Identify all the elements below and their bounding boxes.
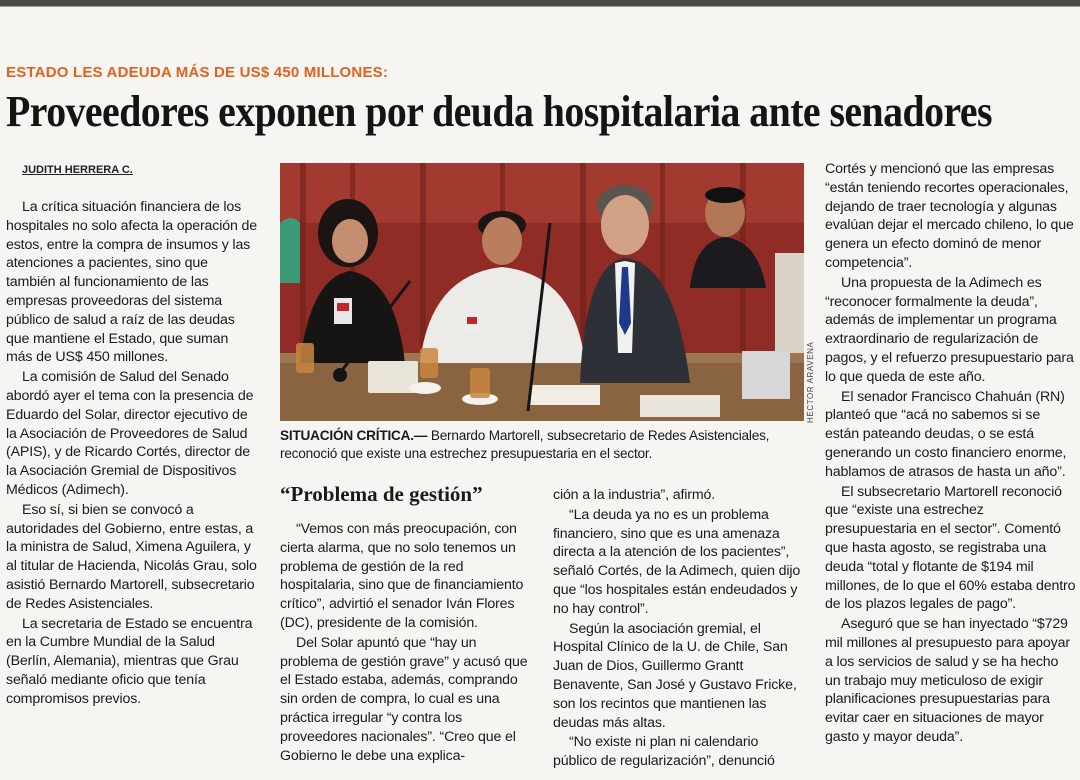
column-4	[825, 160, 1077, 748]
paragraph: Aseguró que se han inyectado “$729 mil millones al presupuesto para apoyar a los servicios de salud y se ha hecho un trabajo muy meticuloso de exigir planificaciones presupuestarias para evitar caer en situaciones de mayor gasto y mayor deuda”.	[825, 616, 1070, 745]
column-2	[280, 520, 532, 766]
paragraph: Eso sí, si bien se convocó a autoridades del Gobierno, entre estas, a la ministra de Salud, Ximena Aguilera, y al titular de Hacienda, Nicolás Grau, solo asistió Bernardo Martorell, subsecretario de Redes Asistenciales.	[6, 501, 257, 612]
column-3	[553, 486, 805, 772]
caption-lead: SITUACIÓN CRÍTICA.—	[280, 428, 428, 443]
kicker: ESTADO LES ADEUDA MÁS DE US$ 450 MILLONES:	[6, 64, 389, 81]
column-1	[6, 198, 258, 710]
byline: JUDITH HERRERA C.	[22, 164, 133, 176]
paragraph: Cortés y mencionó que las empresas “están teniendo recortes operacionales, dejando de traer tecnología y algunas evalúan dejar el mercado chileno, lo que genera un efecto dominó de menor competencia”.	[825, 161, 1074, 271]
paragraph: El senador Francisco Chahuán (RN) planteó que “acá no sabemos si se están pateando deudas, o se está generando un costo financiero enorme, hablamos de atrasos de hasta un año”.	[825, 388, 1067, 480]
paragraph: El subsecretario Martorell reconoció que “existe una estrechez presupuestaria en el sector”. Comentó que hasta agosto, se registraba una deuda “total y flotante de $194 mil millones, de lo que el 60% estaba dentro de los plazos legales de pago”.	[825, 483, 1076, 613]
paragraph: ción a la industria”, afirmó.	[553, 487, 716, 503]
paragraph: La crítica situación financiera de los hospitales no solo afecta la operación de estos, entre la compra de insumos y las atenciones a pacientes, sino que también al funcionamiento de las empresas proveedoras del sistema público de salud a raíz de las deudas que mantiene el Estado, que suman más de US$ 450 millones.	[6, 199, 257, 366]
headline: Proveedores exponen por deuda hospitalaria ante senadores	[6, 87, 992, 136]
paragraph: Del Solar apuntó que “hay un problema de gestión grave” y acusó que el Estado estaba, además, comprando sin orden de compra, lo cual es una práctica irregular “y contra los proveedores nacionales”. “Creo que el Gobierno le debe una explica-	[280, 634, 528, 764]
paragraph: La comisión de Salud del Senado abordó ayer el tema con la presencia de Eduardo del Solar, director ejecutivo de la Asociación de Proveedores de Salud (APIS), y de Ricardo Cortés, director de la Asociación Gremial de Dispositivos Médicos (Adimech).	[6, 369, 254, 498]
paragraph: “Vemos con más preocupación, con cierta alarma, que no solo tenemos un problema de gestión de la red hospitalaria, sino que de financiamiento crítico”, advirtió el senador Iván Flores (DC), presidente de la comisión.	[280, 521, 524, 631]
paragraph: Según la asociación gremial, el Hospital Clínico de la U. de Chile, San Juan de Dios, Guillermo Grantt Benavente, San José y Gustavo Fricke, son los recintos que mantienen las deudas más altas.	[553, 620, 797, 731]
paragraph: La secretaria de Estado se encuentra en la Cumbre Mundial de la Salud (Berlín, Alemania), mientras que Grau señaló mediante oficio que tenía compromisos previos.	[6, 615, 253, 707]
paragraph: “No existe ni plan ni calendario público de regularización”, denunció	[553, 734, 775, 770]
paragraph: Una propuesta de la Adimech es “reconocer formalmente la deuda”, además de implementar un programa extraordinario de regularización de pagos, y el refuerzo presupuestario para lo que queda de este año.	[825, 274, 1074, 385]
paragraph: “La deuda ya no es un problema financiero, sino que es una amenaza directa a la atención de los pacientes”, señaló Cortés, de la Adimech, quien dijo que “los hospitales están endeudados y no hay control”.	[553, 506, 801, 617]
subheading: “Problema de gestión”	[280, 482, 483, 506]
photo-credit: HÉCTOR ARAVENA	[806, 341, 815, 423]
caption-text: Bernardo Martorell, subsecretario de Redes Asistenciales, reconoció que existe una estrechez presupuestaria en el sector.	[280, 428, 770, 461]
photo-illustration	[280, 163, 804, 421]
photo-caption	[280, 427, 806, 463]
news-photo	[280, 163, 804, 421]
top-rule-thin	[0, 6, 1080, 7]
